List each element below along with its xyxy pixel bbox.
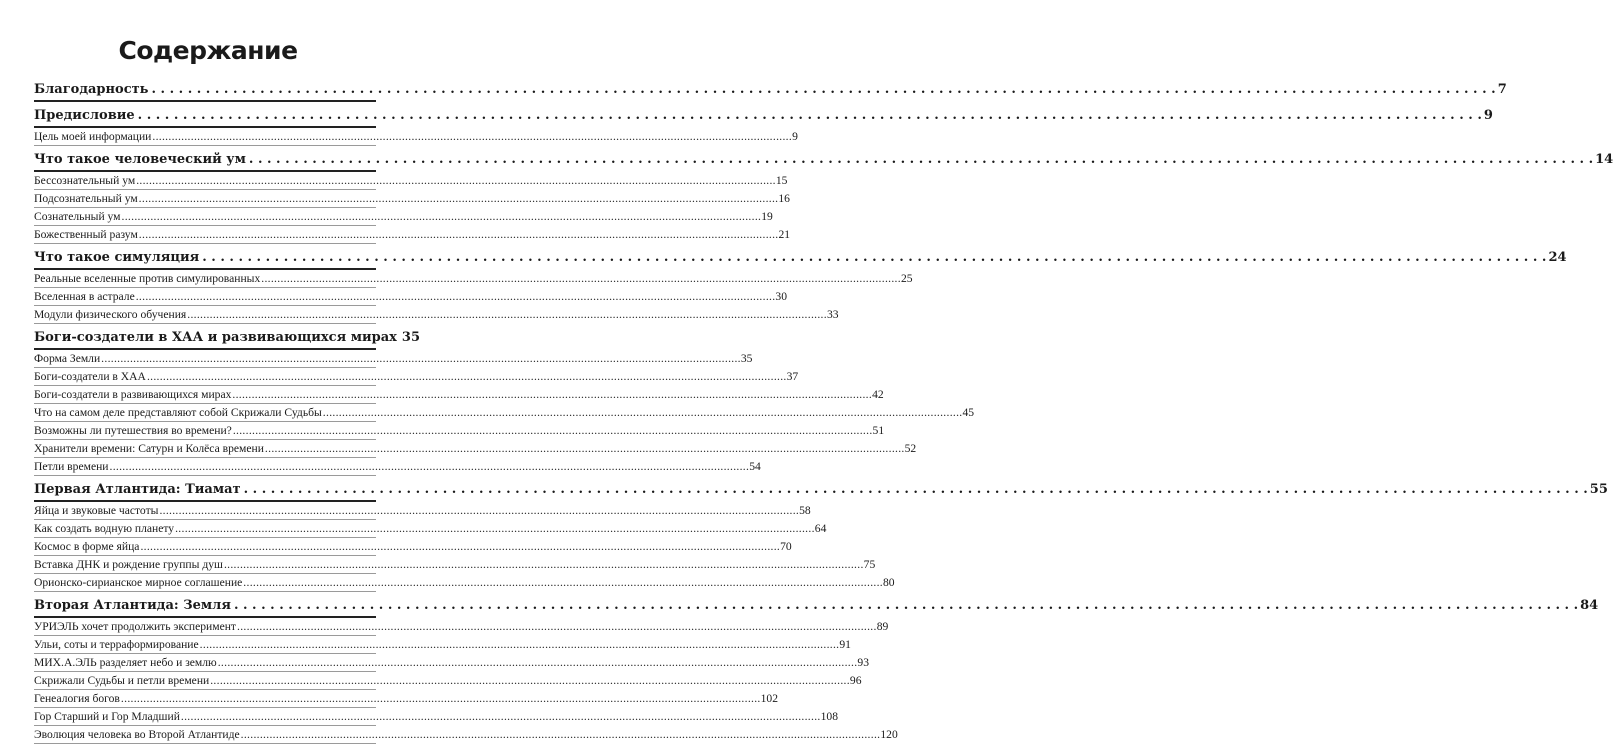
subsection-title: Орионско-сирианское мирное соглашение [34,576,243,589]
subsection-title: Генеалогия богов [34,692,120,705]
toc-subsection-entry[interactable] [34,306,839,323]
subsection-rule [34,475,376,476]
dot-leader [234,596,1578,616]
chapter-title: Боги-создатели в ХАА и развивающихся мирах [34,330,397,345]
toc-chapter-entry[interactable] [34,596,1599,616]
dot-leader [110,458,750,475]
subsection-rule [34,323,376,324]
toc-section [34,480,1608,592]
subsection-page-number: 25 [900,272,913,285]
toc-chapter-entry[interactable] [34,328,420,348]
subsection-rule [34,591,376,592]
subsection-page-number: 102 [760,692,778,705]
chapter-page-number: 14 [1595,152,1613,167]
chapter-page-number: 24 [1548,250,1567,265]
subsection-rule [34,743,376,744]
subsection-page-number: 9 [792,130,798,143]
subsection-page-number: 70 [780,540,792,553]
subsection-title: Ульи, соты и терраформирование [34,638,199,651]
subsection-title: Модули физического обучения [34,308,187,321]
subsection-title: Боги-создатели в ХАА [34,370,146,383]
chapter-title: Первая Атлантида: Тиамат [34,482,241,497]
subsection-title: Гор Старший и Гор Младший [34,710,180,723]
subsection-page-number: 64 [814,522,827,535]
toc-subsection-entry[interactable] [34,368,799,385]
subsection-title: Божественный разум [34,228,138,241]
subsection-page-number: 91 [839,638,851,651]
dot-leader [202,248,1546,268]
toc-section [34,80,1507,102]
chapter-page-number: 35 [401,330,420,345]
chapter-title: Вторая Атлантида: Земля [34,598,231,613]
dot-leader [249,150,1593,170]
subsection-title: Яйца и звуковые частоты [34,504,159,517]
toc-chapter-entry[interactable] [34,248,1567,268]
dot-leader [139,190,779,207]
dot-leader [138,106,1482,126]
subsection-title: Вселенная в астрале [34,290,135,303]
chapter-page-number: 9 [1483,108,1493,123]
toc-subsection-entry[interactable] [34,404,975,421]
dot-leader [152,80,1496,100]
toc-subsection-entry[interactable] [34,226,791,243]
toc-section [34,248,1567,324]
toc-chapter-entry[interactable] [34,480,1608,500]
toc-chapter-entry[interactable] [34,80,1507,100]
subsection-title: Космос в форме яйца [34,540,140,553]
subsection-page-number: 35 [740,352,753,365]
subsection-title: Боги-создатели в развивающихся мирах [34,388,232,401]
toc-chapter-entry[interactable] [34,150,1613,170]
subsection-title: Скрижали Судьбы и петли времени [34,674,210,687]
toc-subsection-entry[interactable] [34,440,917,457]
dot-leader [181,708,821,725]
toc-subsection-entry[interactable] [34,288,788,305]
chapter-title: Благодарность [34,82,149,97]
dot-leader [243,574,883,591]
toc-subsection-entry[interactable] [34,538,792,555]
subsection-page-number: 58 [799,504,811,517]
dot-leader [152,128,792,145]
subsection-title: Петли времени [34,460,109,473]
subsection-title: УРИЭЛЬ хочет продолжить эксперимент [34,620,236,633]
dot-leader [265,440,905,457]
dot-leader [232,386,872,403]
subsection-title: Реальные вселенные против симулированных [34,272,261,285]
subsection-title: МИХ.А.ЭЛЬ разделяет небо и землю [34,656,217,669]
subsection-page-number: 19 [761,210,773,223]
subsection-page-number: 54 [749,460,761,473]
dot-leader [136,172,776,189]
dot-leader [136,288,776,305]
subsection-page-number: 45 [962,406,975,419]
dot-leader [122,208,762,225]
subsection-page-number: 15 [775,174,788,187]
subsection-title: Вставка ДНК и рождение группы душ [34,558,223,571]
subsection-page-number: 52 [904,442,917,455]
dot-leader [224,556,864,573]
subsection-page-number: 51 [872,424,885,437]
chapter-title: Предисловие [34,108,135,123]
subsection-page-number: 75 [863,558,876,571]
toc-subsection-entry[interactable] [34,672,862,689]
toc-subsection-entry[interactable] [34,708,838,725]
subsection-title: Подсознательный ум [34,192,138,205]
dot-leader [187,306,827,323]
subsection-page-number: 37 [786,370,799,383]
chapter-page-number: 55 [1589,482,1608,497]
subsection-page-number: 96 [849,674,862,687]
subsection-page-number: 33 [826,308,839,321]
subsection-page-number: 120 [880,728,898,741]
toc-subsection-entry[interactable] [34,574,895,591]
subsection-title: Форма Земли [34,352,101,365]
subsection-page-number: 80 [882,576,895,589]
subsection-page-number: 16 [778,192,790,205]
toc-section [34,596,1599,744]
dot-leader [261,270,901,287]
dot-leader [233,422,873,439]
toc-subsection-entry[interactable] [34,270,913,287]
toc-chapter-entry[interactable] [34,106,1493,126]
chapter-title: Что такое симуляция [34,250,200,265]
dot-leader [175,520,815,537]
toc-subsection-entry[interactable] [34,690,778,707]
toc-section [34,150,1613,244]
toc-subsection-entry[interactable] [34,618,889,635]
subsection-rule [34,145,376,146]
toc-subsection-entry[interactable] [34,726,898,743]
toc-subsection-entry[interactable] [34,172,788,189]
dot-leader [159,502,799,519]
toc-section [34,106,1493,146]
subsection-title: Что на самом деле представляют собой Скрижали Судьбы [34,406,322,419]
subsection-title: Как создать водную планету [34,522,175,535]
toc-subsection-entry[interactable] [34,502,811,519]
page-title: Содержание [118,36,298,65]
dot-leader [139,226,779,243]
toc-subsection-entry[interactable] [34,520,827,537]
toc-section [34,328,975,476]
chapter-rule [34,100,376,102]
subsection-title: Сознательный ум [34,210,121,223]
dot-leader [140,538,780,555]
subsection-page-number: 21 [778,228,791,241]
dot-leader [200,636,840,653]
toc-subsection-entry[interactable] [34,350,753,367]
toc-subsection-entry[interactable] [34,128,798,145]
subsection-title: Эволюция человека во Второй Атлантиде [34,728,240,741]
subsection-title: Цель моей информации [34,130,152,143]
toc-subsection-entry[interactable] [34,422,885,439]
toc-subsection-entry[interactable] [34,208,773,225]
toc-subsection-entry[interactable] [34,386,884,403]
dot-leader [241,726,881,743]
subsection-page-number: 89 [876,620,889,633]
table-of-contents [34,80,1613,748]
chapter-title: Что такое человеческий ум [34,152,246,167]
dot-leader [121,690,761,707]
toc-subsection-entry[interactable] [34,556,876,573]
toc-subsection-entry[interactable] [34,458,761,475]
chapter-page-number: 84 [1580,598,1599,613]
dot-leader [210,672,850,689]
subsection-title: Хранители времени: Сатурн и Колёса времени [34,442,264,455]
dot-leader [218,654,858,671]
dot-leader [323,404,963,421]
dot-leader [147,368,787,385]
toc-subsection-entry[interactable] [34,654,869,671]
subsection-page-number: 42 [872,388,884,401]
subsection-title: Возможны ли путешествия во времени? [34,424,232,437]
chapter-page-number: 7 [1497,82,1507,97]
toc-subsection-entry[interactable] [34,190,790,207]
dot-leader [237,618,877,635]
subsection-page-number: 108 [820,710,838,723]
subsection-page-number: 93 [857,656,869,669]
subsection-rule [34,243,376,244]
toc-subsection-entry[interactable] [34,636,851,653]
subsection-page-number: 30 [775,290,788,303]
subsection-title: Бессознательный ум [34,174,136,187]
dot-leader [101,350,741,367]
dot-leader [244,480,1588,500]
